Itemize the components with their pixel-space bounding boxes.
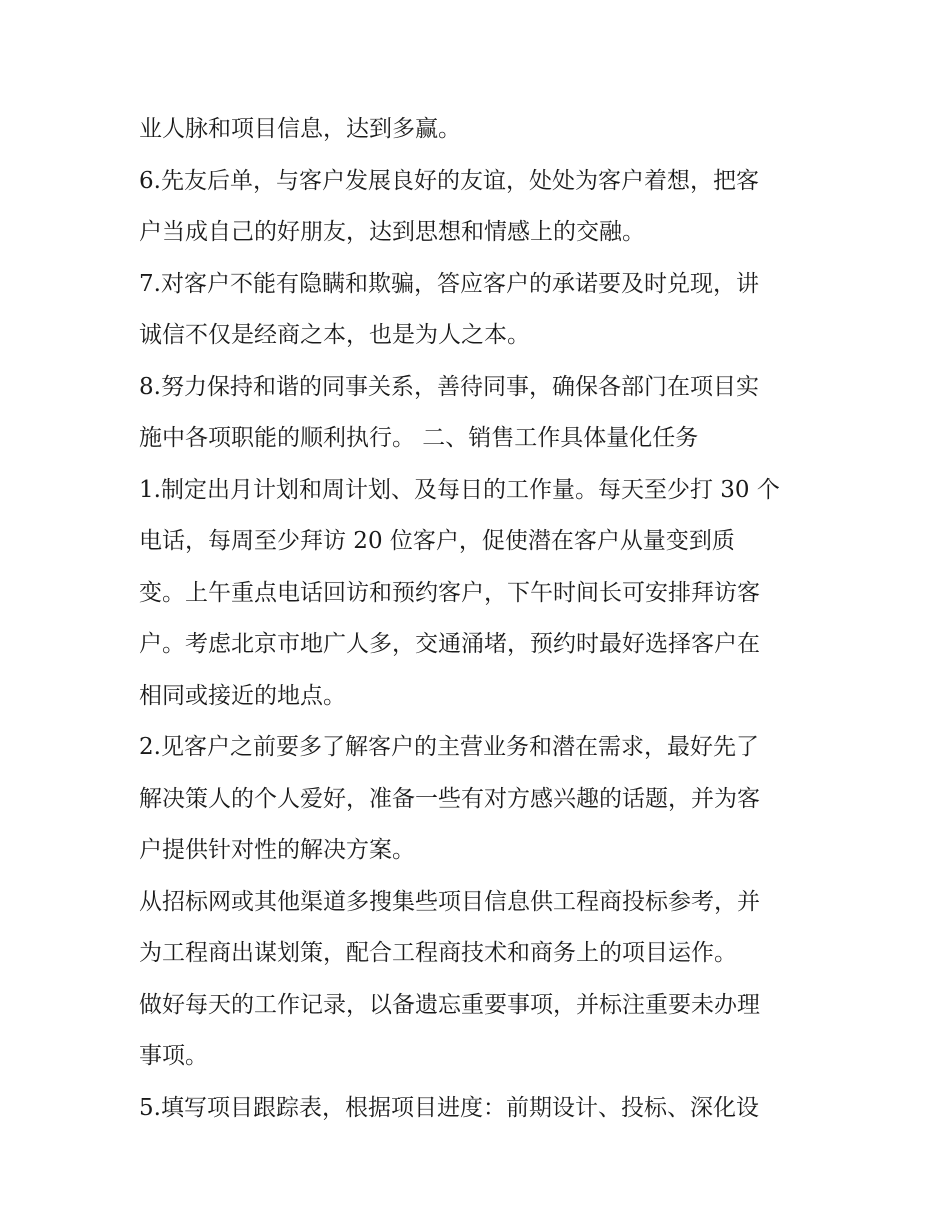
text-line: 事项。 [139,1043,208,1069]
text-line: 5.填写项目跟踪表，根据项目进度：前期设计、投标、深化设 [139,1094,759,1121]
text-line: 变。上午重点电话回访和预约客户，下午时间长可安排拜访客 [139,579,760,606]
text-line: 业人脉和项目信息，达到多赢。 [139,116,461,142]
text-line: 电话，每周至少拜访 20 位客户，促使潜在客户从量变到质 [139,528,735,554]
text-line: 施中各项职能的顺利执行。 二、销售工作具体量化任务 [139,425,699,451]
text-line: 1.制定出月计划和周计划、及每日的工作量。每天至少打 30 个 [139,476,780,503]
text-line: 户提供针对性的解决方案。 [139,837,415,863]
text-line: 诚信不仅是经商之本，也是为人之本。 [139,322,530,348]
text-line: 7.对客户不能有隐瞒和欺骗，答应客户的承诺要及时兑现，讲 [139,270,759,297]
text-line: 做好每天的工作记录，以备遗忘重要事项，并标注重要未办理 [139,991,760,1018]
text-line: 为工程商出谋划策，配合工程商技术和商务上的项目运作。 [139,940,737,966]
text-line: 相同或接近的地点。 [139,682,346,709]
text-line: 解决策人的个人爱好，准备一些有对方感兴趣的话题，并为客 [139,785,760,812]
text-line: 户当成自己的好朋友，达到思想和情感上的交融。 [139,219,645,245]
text-line: 2.见客户之前要多了解客户的主营业务和潜在需求，最好先了 [139,734,759,760]
document-body [139,109,819,1139]
text-line: 户。考虑北京市地广人多，交通涌堵，预约时最好选择客户在 [139,631,760,657]
text-line: 8.努力保持和谐的同事关系，善待同事，确保各部门在项目实 [139,373,759,400]
text-line: 6.先友后单，与客户发展良好的友谊，处处为客户着想，把客 [139,167,759,194]
text-line: 从招标网或其他渠道多搜集些项目信息供工程商投标参考，并 [139,888,760,915]
